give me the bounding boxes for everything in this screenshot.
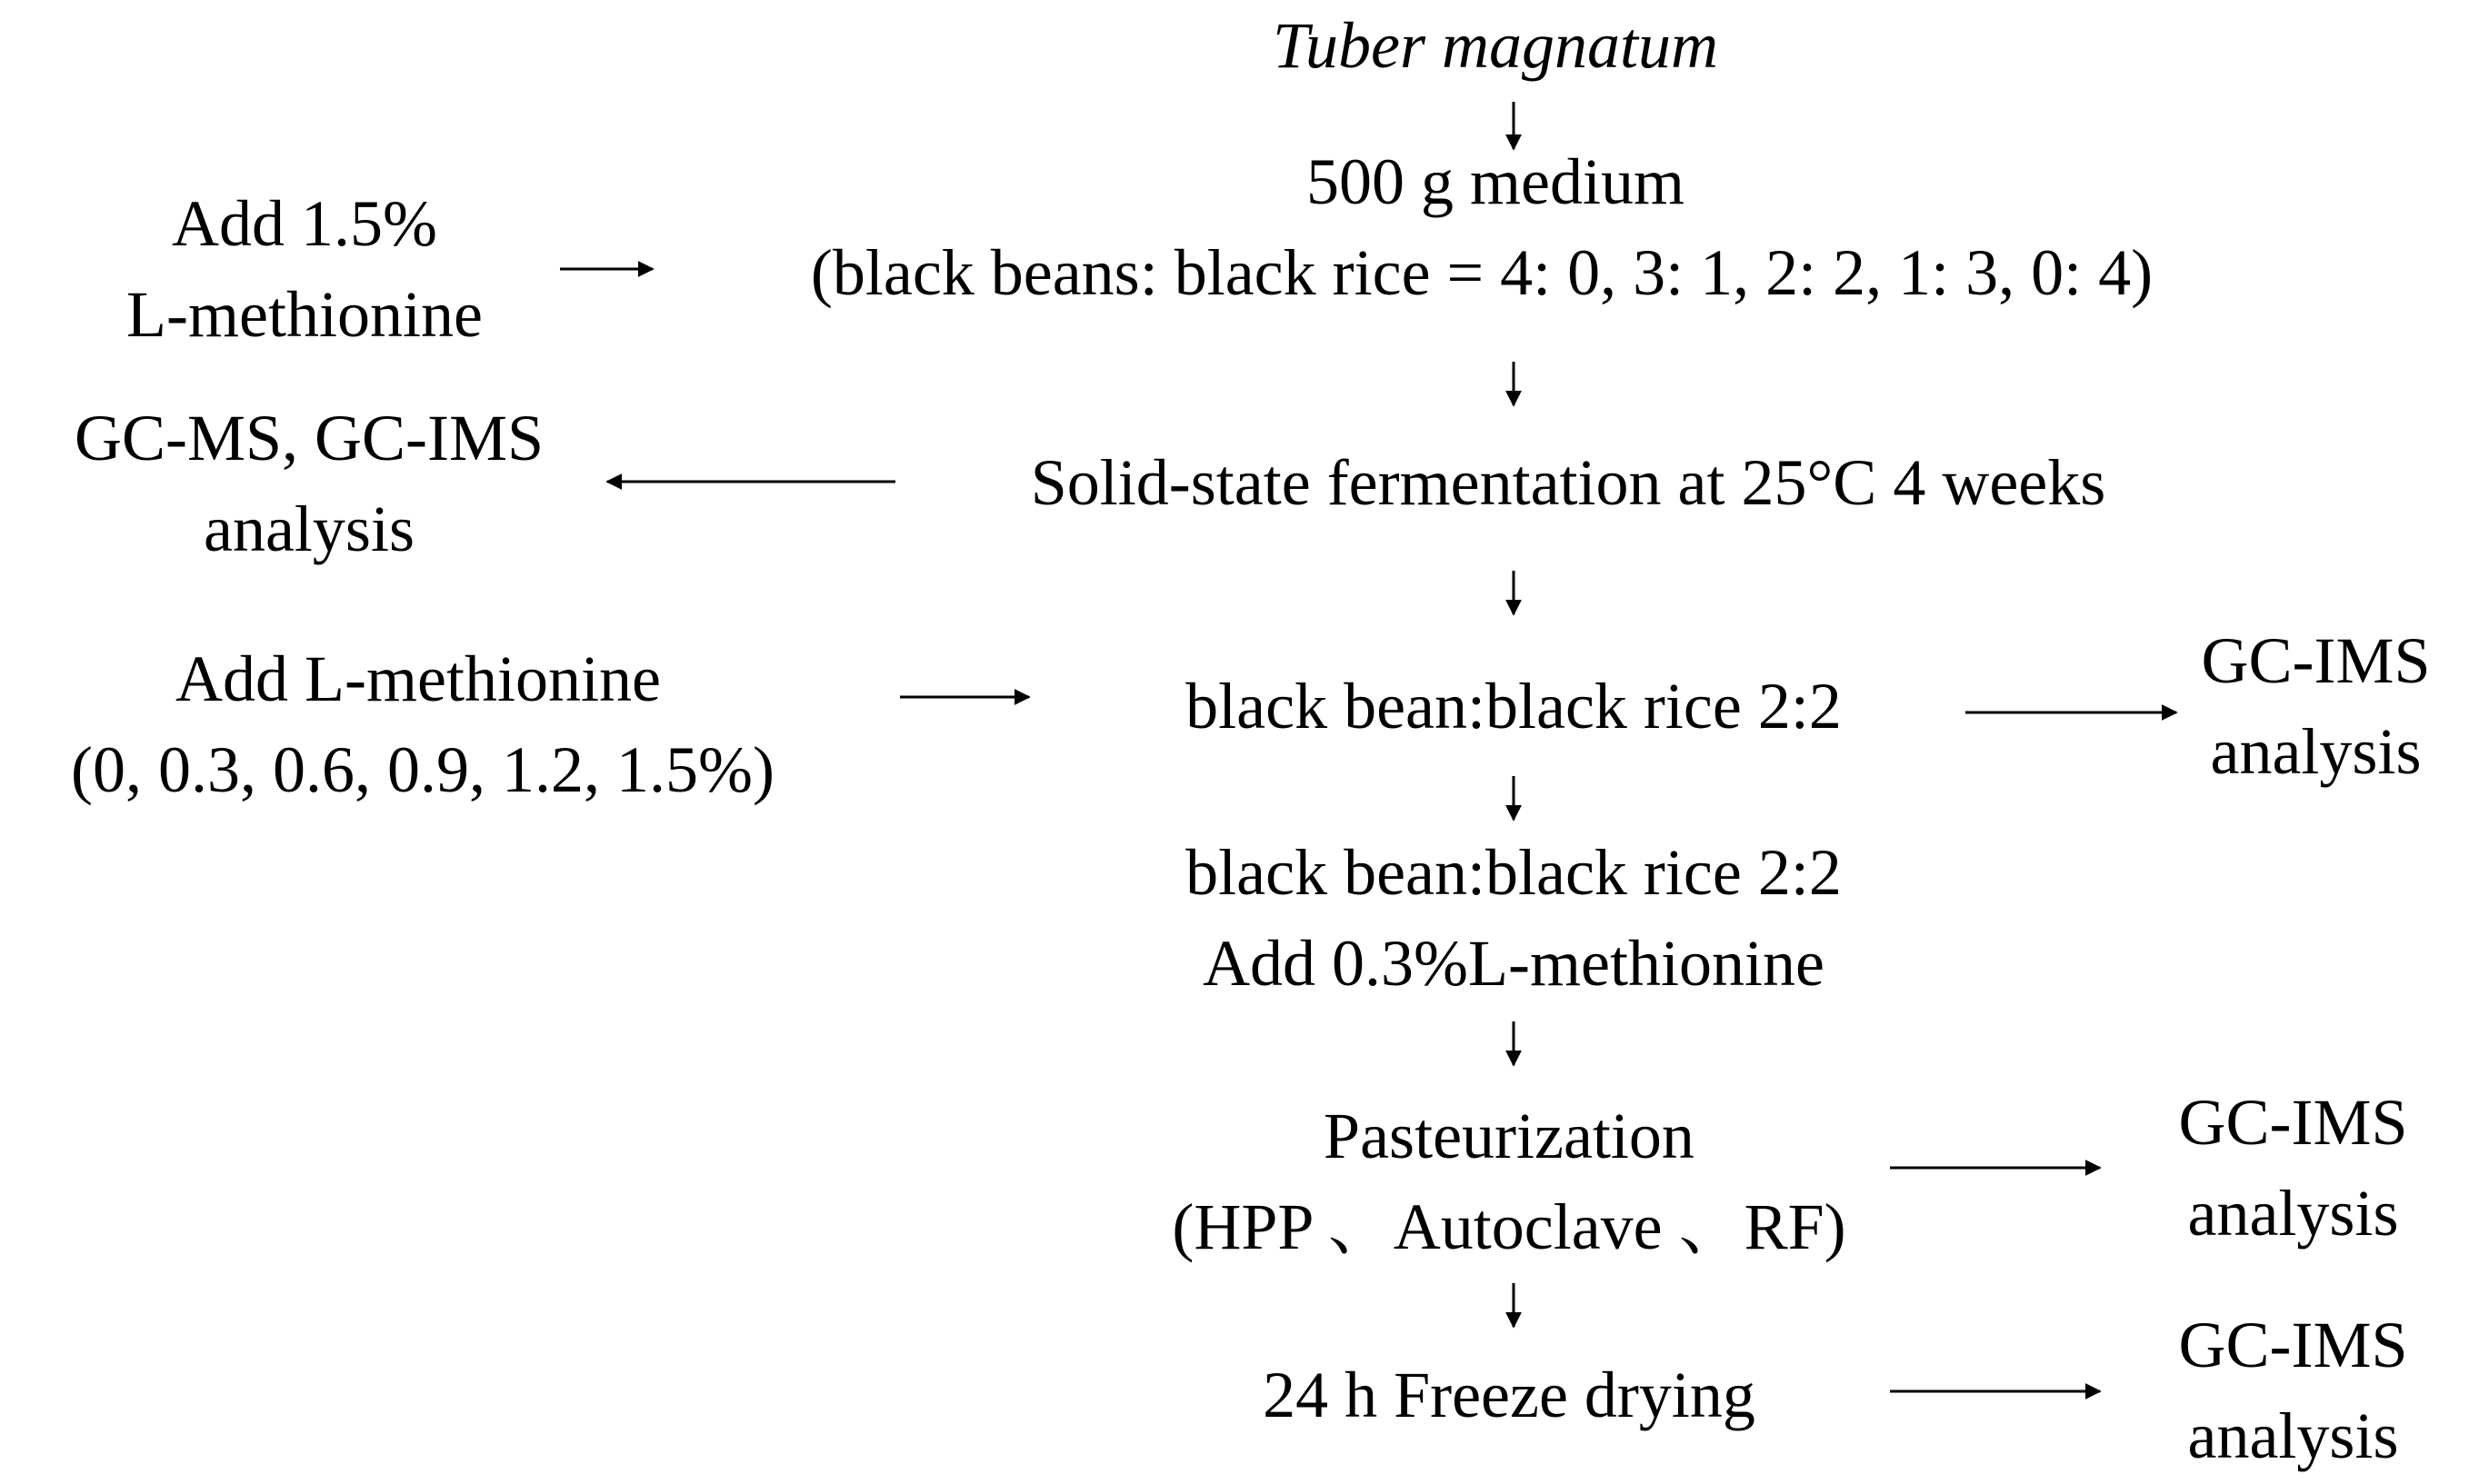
node-solid-state-fermentation: Solid-state fermentation at 25°C 4 weeks bbox=[1030, 446, 2106, 519]
node-add-methionine-range-line1: Add L-methionine bbox=[175, 642, 661, 715]
node-gcims1-line1: GC-IMS bbox=[2201, 624, 2431, 697]
node-gcims3-line2: analysis bbox=[2187, 1399, 2399, 1472]
node-gcims1-line2: analysis bbox=[2210, 715, 2422, 788]
node-gcms-line2: analysis bbox=[204, 493, 415, 565]
node-freeze-drying: 24 h Freeze drying bbox=[1263, 1359, 1755, 1431]
node-bean-rice-22b-line1: black bean:black rice 2:2 bbox=[1185, 836, 1842, 909]
node-add-methionine-range-line2: (0, 0.3, 0.6, 0.9, 1.2, 1.5%) bbox=[71, 733, 775, 806]
node-pasteurization-line2: (HPP 、Autoclave 、RF) bbox=[1172, 1190, 1846, 1263]
node-add-methionine-line2: L-methionine bbox=[126, 278, 483, 351]
node-gcims3-line1: GC-IMS bbox=[2178, 1309, 2408, 1381]
node-gcims2-line2: analysis bbox=[2187, 1177, 2399, 1250]
node-add-methionine-line1: Add 1.5% bbox=[172, 187, 437, 260]
node-gcms-line1: GC-MS, GC-IMS bbox=[74, 402, 545, 474]
node-medium-line1: 500 g medium bbox=[1306, 145, 1684, 218]
node-bean-rice-22b-line2: Add 0.3%L-methionine bbox=[1203, 927, 1824, 1000]
node-bean-rice-22: black bean:black rice 2:2 bbox=[1185, 670, 1842, 742]
node-pasteurization-line1: Pasteurization bbox=[1324, 1100, 1694, 1172]
node-tuber-magnatum: Tuber magnatum bbox=[1272, 9, 1719, 82]
node-gcims2-line1: GC-IMS bbox=[2178, 1086, 2408, 1159]
node-medium-line2: (black beans: black rice = 4: 0, 3: 1, 2: 2, 1: 3, 0: 4) bbox=[810, 236, 2154, 309]
